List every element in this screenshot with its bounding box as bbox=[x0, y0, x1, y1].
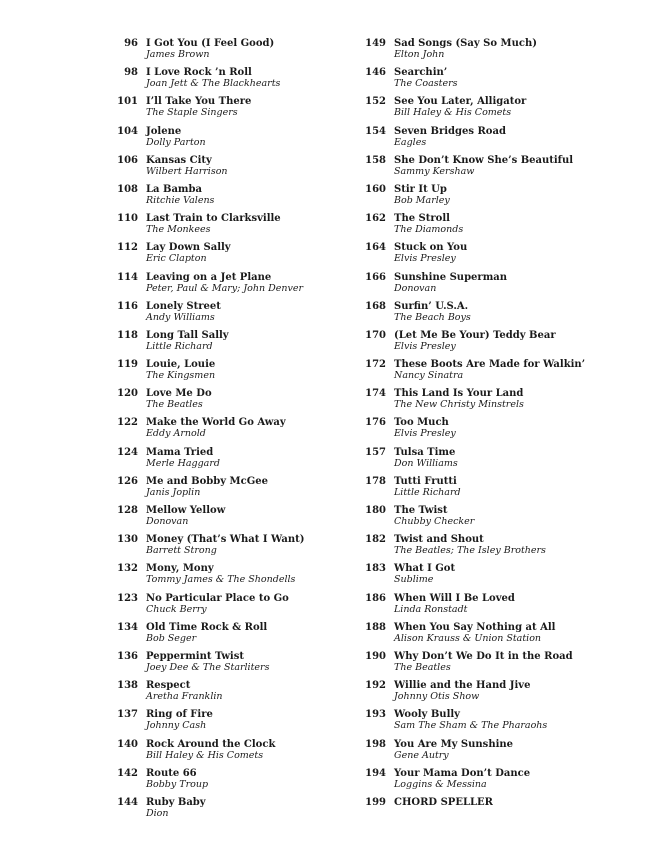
song-title: Surfin’ U.S.A. bbox=[394, 300, 469, 312]
song-title: Old Time Rock & Roll bbox=[146, 621, 268, 633]
song-entry bbox=[100, 622, 340, 651]
song-artist: The Beatles; The Isley Brothers bbox=[394, 545, 546, 557]
page-number: 96 bbox=[124, 38, 138, 49]
song-entry bbox=[100, 505, 340, 534]
page-number: 166 bbox=[365, 271, 386, 283]
song-entry bbox=[348, 272, 638, 301]
song-title: See You Later, Alligator bbox=[394, 96, 527, 108]
song-title: Sunshine Superman bbox=[394, 271, 508, 283]
song-title: Willie and the Hand Jive bbox=[394, 680, 531, 692]
page-number: 149 bbox=[365, 38, 386, 49]
song-title: Wooly Bully bbox=[394, 709, 460, 721]
song-entry bbox=[348, 38, 638, 67]
song-entry bbox=[100, 593, 340, 622]
song-artist: Andy Williams bbox=[146, 311, 215, 323]
song-entry bbox=[100, 768, 340, 797]
song-title: Stir It Up bbox=[394, 183, 447, 195]
song-title: Lonely Street bbox=[146, 300, 221, 312]
page-number: 178 bbox=[365, 475, 386, 487]
song-artist: Tommy James & The Shondells bbox=[146, 574, 296, 586]
song-title: Long Tall Sally bbox=[146, 329, 229, 341]
page-number: 152 bbox=[365, 96, 386, 108]
song-title: The Stroll bbox=[394, 213, 450, 225]
song-entry bbox=[100, 739, 340, 768]
song-entry bbox=[100, 534, 340, 563]
song-entry bbox=[100, 563, 340, 592]
song-artist: Dolly Parton bbox=[146, 136, 206, 148]
song-artist: Eddy Arnold bbox=[146, 428, 206, 440]
song-entry bbox=[348, 417, 638, 446]
song-artist: Donovan bbox=[146, 516, 189, 527]
song-title: Why Don’t We Do It in the Road bbox=[394, 650, 573, 662]
song-title: Kansas City bbox=[146, 154, 212, 166]
page-number: 106 bbox=[117, 154, 138, 166]
song-entry bbox=[348, 96, 638, 125]
song-entry bbox=[348, 476, 638, 505]
song-artist: Bob Seger bbox=[146, 632, 197, 644]
song-entry bbox=[348, 505, 638, 534]
song-title: Jolene bbox=[146, 125, 182, 137]
song-title: Tutti Frutti bbox=[394, 475, 457, 487]
song-artist: The Kingsmen bbox=[146, 370, 216, 382]
song-entry bbox=[100, 476, 340, 505]
song-entry bbox=[348, 301, 638, 330]
song-entry bbox=[100, 680, 340, 709]
song-entry bbox=[100, 38, 340, 67]
page-number: 168 bbox=[365, 300, 386, 312]
song-artist: The Coasters bbox=[394, 78, 458, 90]
page-number: 193 bbox=[365, 709, 386, 721]
page-number: 170 bbox=[365, 329, 386, 341]
song-title: She Don’t Know She’s Beautiful bbox=[394, 154, 574, 166]
song-artist: Barrett Strong bbox=[146, 545, 217, 557]
song-artist: Eric Clapton bbox=[146, 253, 207, 265]
song-entry bbox=[348, 534, 638, 563]
page-number: 146 bbox=[365, 67, 386, 79]
song-title: Mellow Yellow bbox=[146, 505, 226, 516]
page-number: 123 bbox=[117, 592, 138, 604]
song-entry bbox=[100, 651, 340, 680]
song-title: Mama Tried bbox=[146, 446, 214, 458]
song-artist: Ritchie Valens bbox=[146, 194, 215, 206]
song-artist: The Beatles bbox=[146, 399, 203, 411]
page-number: 132 bbox=[117, 563, 138, 575]
song-artist: Chubby Checker bbox=[394, 516, 475, 527]
page-number: 182 bbox=[365, 534, 386, 546]
page-number: 192 bbox=[365, 680, 386, 692]
song-artist: Loggins & Messina bbox=[394, 778, 487, 790]
page-number: 154 bbox=[365, 125, 386, 137]
song-entry bbox=[100, 447, 340, 476]
song-artist: The Staple Singers bbox=[146, 107, 238, 119]
song-entry bbox=[348, 359, 638, 388]
page-number: 126 bbox=[117, 475, 138, 487]
page-number: 190 bbox=[365, 650, 386, 662]
page-number: 160 bbox=[365, 183, 386, 195]
song-title: Louie, Louie bbox=[146, 359, 216, 371]
song-entry bbox=[348, 184, 638, 213]
song-entry bbox=[100, 330, 340, 359]
song-artist: James Brown bbox=[146, 49, 210, 60]
song-entry bbox=[348, 768, 638, 797]
page-number: 101 bbox=[117, 96, 138, 108]
song-title: Peppermint Twist bbox=[146, 650, 244, 662]
song-artist: Sam The Sham & The Pharaohs bbox=[394, 720, 548, 732]
song-artist: Joan Jett & The Blackhearts bbox=[146, 78, 281, 90]
song-artist: Peter, Paul & Mary; John Denver bbox=[146, 282, 304, 294]
page-number: 186 bbox=[365, 592, 386, 604]
song-title: Respect bbox=[146, 680, 191, 692]
song-artist: The Diamonds bbox=[394, 224, 464, 236]
song-entry bbox=[348, 388, 638, 417]
song-title: Too Much bbox=[394, 417, 449, 429]
contents-right-column bbox=[348, 38, 638, 826]
song-artist: Bill Haley & His Comets bbox=[394, 107, 512, 119]
song-title: Lay Down Sally bbox=[146, 242, 231, 254]
song-title: Sad Songs (Say So Much) bbox=[394, 38, 537, 49]
song-artist: Linda Ronstadt bbox=[394, 603, 468, 615]
song-artist: Elvis Presley bbox=[394, 253, 456, 265]
song-title: When Will I Be Loved bbox=[394, 592, 515, 604]
page-number: 176 bbox=[365, 417, 386, 429]
song-entry bbox=[348, 563, 638, 592]
song-entry bbox=[100, 242, 340, 271]
page-number: 138 bbox=[117, 680, 138, 692]
song-artist: The Beatles bbox=[394, 661, 451, 673]
song-entry bbox=[100, 126, 340, 155]
song-artist: Sammy Kershaw bbox=[394, 165, 475, 177]
page-number: 198 bbox=[365, 738, 386, 750]
song-artist: Joey Dee & The Starliters bbox=[146, 661, 270, 673]
song-title: Make the World Go Away bbox=[146, 417, 286, 429]
song-entry bbox=[348, 651, 638, 680]
song-title: Love Me Do bbox=[146, 388, 212, 400]
page-number: 118 bbox=[117, 329, 138, 341]
song-title: Twist and Shout bbox=[394, 534, 484, 546]
song-entry bbox=[348, 622, 638, 651]
page-number: 116 bbox=[117, 300, 138, 312]
song-entry bbox=[348, 680, 638, 709]
page-number: 98 bbox=[124, 67, 138, 79]
page-number: 124 bbox=[117, 446, 138, 458]
song-title: This Land Is Your Land bbox=[394, 388, 524, 400]
song-title: What I Got bbox=[394, 563, 456, 575]
song-entry bbox=[100, 272, 340, 301]
song-entry bbox=[100, 388, 340, 417]
song-entry bbox=[100, 417, 340, 446]
song-title: Mony, Mony bbox=[146, 563, 214, 575]
song-title: When You Say Nothing at All bbox=[394, 621, 556, 633]
song-title: (Let Me Be Your) Teddy Bear bbox=[394, 329, 556, 341]
page-number: 172 bbox=[365, 359, 386, 371]
song-title: Me and Bobby McGee bbox=[146, 475, 268, 487]
song-artist: Bobby Troup bbox=[146, 778, 209, 790]
song-entry bbox=[348, 242, 638, 271]
page-number: 162 bbox=[365, 213, 386, 225]
page-number: 134 bbox=[117, 621, 138, 633]
song-entry bbox=[348, 330, 638, 359]
song-title: La Bamba bbox=[146, 183, 202, 195]
page-number: 128 bbox=[117, 505, 138, 516]
song-title: Rock Around the Clock bbox=[146, 738, 276, 750]
page-number: 137 bbox=[117, 709, 138, 721]
song-artist: Donovan bbox=[394, 282, 437, 294]
song-title: I Got You (I Feel Good) bbox=[146, 38, 275, 49]
page-number: 158 bbox=[365, 154, 386, 166]
song-title: Last Train to Clarksville bbox=[146, 213, 281, 225]
song-title: Tulsa Time bbox=[394, 446, 456, 458]
song-artist: Johnny Cash bbox=[146, 720, 207, 732]
song-title: No Particular Place to Go bbox=[146, 592, 289, 604]
song-entry bbox=[348, 155, 638, 184]
song-entry bbox=[348, 593, 638, 622]
song-entry bbox=[100, 709, 340, 738]
song-title: I’ll Take You There bbox=[146, 96, 252, 108]
song-artist: Aretha Franklin bbox=[146, 691, 223, 703]
song-artist: Bob Marley bbox=[394, 194, 450, 206]
song-entry bbox=[348, 447, 638, 476]
song-artist: Johnny Otis Show bbox=[394, 691, 480, 703]
song-entry bbox=[348, 126, 638, 155]
song-entry bbox=[100, 213, 340, 242]
contents-left-column bbox=[100, 38, 340, 826]
page-number: 104 bbox=[117, 125, 138, 137]
song-artist: The Beach Boys bbox=[394, 311, 471, 323]
song-title: These Boots Are Made for Walkin’ bbox=[394, 359, 586, 371]
page-number: 114 bbox=[117, 271, 138, 283]
song-entry bbox=[348, 797, 638, 826]
page-number: 136 bbox=[117, 650, 138, 662]
song-artist: Gene Autry bbox=[394, 749, 449, 761]
song-artist: Wilbert Harrison bbox=[146, 165, 228, 177]
song-artist: Bill Haley & His Comets bbox=[146, 749, 264, 761]
song-title: Stuck on You bbox=[394, 242, 468, 254]
song-title: Route 66 bbox=[146, 767, 197, 779]
song-artist: Little Richard bbox=[146, 340, 213, 352]
song-artist: Little Richard bbox=[394, 486, 461, 498]
page-number: 140 bbox=[117, 738, 138, 750]
page-number: 142 bbox=[117, 767, 138, 779]
page-number: 164 bbox=[365, 242, 386, 254]
song-artist: Sublime bbox=[394, 574, 434, 586]
song-artist: Dion bbox=[146, 807, 169, 819]
song-entry bbox=[100, 359, 340, 388]
song-entry bbox=[100, 797, 340, 826]
song-entry bbox=[100, 96, 340, 125]
song-entry bbox=[348, 213, 638, 242]
song-entry bbox=[100, 67, 340, 96]
song-artist: Don Williams bbox=[394, 457, 458, 469]
page-number: 119 bbox=[117, 359, 138, 371]
song-title: Leaving on a Jet Plane bbox=[146, 271, 272, 283]
song-title: Money (That’s What I Want) bbox=[146, 534, 305, 546]
song-artist: Elvis Presley bbox=[394, 340, 456, 352]
page-number: 120 bbox=[117, 388, 138, 400]
page-number: 180 bbox=[365, 505, 386, 516]
song-entry bbox=[348, 709, 638, 738]
song-title: Your Mama Don’t Dance bbox=[394, 767, 531, 779]
song-entry bbox=[100, 184, 340, 213]
page-number: 130 bbox=[117, 534, 138, 546]
page-number: 157 bbox=[365, 446, 386, 458]
song-entry bbox=[348, 67, 638, 96]
song-artist: The Monkees bbox=[146, 224, 211, 236]
song-artist: Chuck Berry bbox=[146, 603, 207, 615]
song-entry bbox=[100, 155, 340, 184]
song-entry bbox=[348, 739, 638, 768]
song-title: CHORD SPELLER bbox=[394, 796, 493, 808]
song-artist: Elton John bbox=[394, 49, 445, 60]
page-number: 188 bbox=[365, 621, 386, 633]
song-title: Seven Bridges Road bbox=[394, 125, 506, 137]
page-number: 122 bbox=[117, 417, 138, 429]
song-title: Ring of Fire bbox=[146, 709, 213, 721]
song-title: The Twist bbox=[394, 505, 448, 516]
song-artist: Elvis Presley bbox=[394, 428, 456, 440]
page-number: 112 bbox=[117, 242, 138, 254]
song-artist: Alison Krauss & Union Station bbox=[394, 632, 542, 644]
page-number: 194 bbox=[365, 767, 386, 779]
song-entry bbox=[100, 301, 340, 330]
page-number: 110 bbox=[117, 213, 138, 225]
song-artist: Janis Joplin bbox=[146, 486, 201, 498]
page-number: 144 bbox=[117, 796, 138, 808]
song-artist: Merle Haggard bbox=[146, 457, 220, 469]
page-number: 199 bbox=[365, 796, 386, 808]
page-number: 174 bbox=[365, 388, 386, 400]
page-number: 183 bbox=[365, 563, 386, 575]
page-number: 108 bbox=[117, 183, 138, 195]
song-title: Searchin’ bbox=[394, 67, 448, 79]
song-title: You Are My Sunshine bbox=[394, 738, 514, 750]
song-artist: The New Christy Minstrels bbox=[394, 399, 524, 411]
song-artist: Eagles bbox=[394, 136, 427, 148]
song-title: Ruby Baby bbox=[146, 796, 206, 808]
song-artist: Nancy Sinatra bbox=[394, 370, 464, 382]
song-title: I Love Rock ’n Roll bbox=[146, 67, 252, 79]
